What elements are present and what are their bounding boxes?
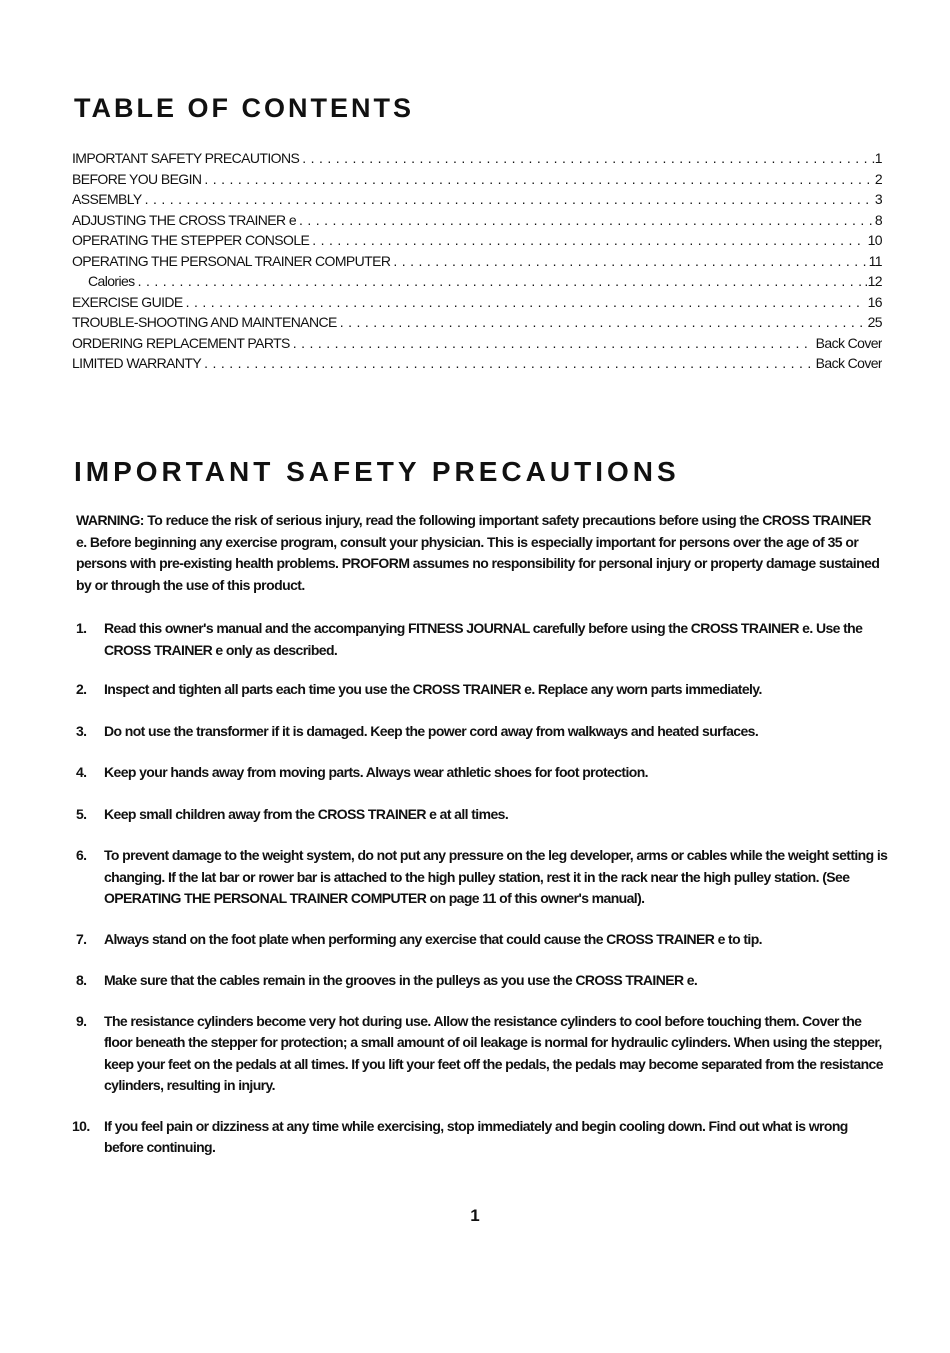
- list-item: [76, 929, 888, 951]
- toc-entry-page: 2: [874, 170, 882, 187]
- list-item-text: Keep small children away from the CROSS TRAINER e at all times.: [104, 805, 509, 822]
- list-item: [76, 804, 888, 826]
- list-item-number: 6.: [76, 847, 87, 863]
- toc-entry: [72, 314, 882, 335]
- toc-entry-label: EXERCISE GUIDE: [72, 293, 183, 310]
- toc-entry: [72, 335, 882, 356]
- toc-leader-dots: [340, 314, 865, 330]
- toc-leader-dots: [393, 253, 865, 269]
- toc-leader-dots: [299, 212, 872, 228]
- toc-entry: [72, 212, 882, 233]
- toc-leader-dots: [145, 191, 872, 207]
- toc-entry-label: OPERATING THE STEPPER CONSOLE: [72, 232, 310, 248]
- table-of-contents: [72, 150, 882, 376]
- toc-entry: [72, 253, 882, 274]
- list-item: [76, 618, 888, 661]
- toc-entry-label: OPERATING THE PERSONAL TRAINER COMPUTER: [72, 252, 391, 269]
- toc-leader-dots: [302, 150, 868, 166]
- toc-leader-dots: [312, 232, 864, 248]
- toc-entry-page: 10: [867, 232, 882, 248]
- list-item-number: 4.: [76, 764, 87, 780]
- toc-entry: [72, 294, 882, 315]
- list-item-number: 9.: [76, 1012, 87, 1029]
- toc-entry-page: Back Cover: [815, 355, 882, 371]
- page-number: 1: [470, 1206, 480, 1225]
- toc-entry-label: TROUBLE-SHOOTING AND MAINTENANCE: [72, 314, 337, 330]
- toc-entry: [72, 150, 882, 171]
- list-item: [76, 845, 888, 910]
- toc-entry: [72, 355, 882, 376]
- toc-entry-page: 16: [867, 293, 882, 310]
- list-item: [76, 970, 888, 992]
- list-item-text: Make sure that the cables remain in the grooves in the pulleys as you use the CROSS TRAINER e.: [104, 972, 698, 988]
- list-item-number: 7.: [76, 930, 87, 947]
- toc-leader-dots: [138, 273, 862, 289]
- list-item-number: 1.: [76, 620, 87, 636]
- toc-entry-label: IMPORTANT SAFETY PRECAUTIONS: [72, 150, 300, 166]
- list-item-text: Read this owner's manual and the accompanying FITNESS JOURNAL carefully before using the CROSS TRAINER e. Use the CROSS TRAINER e only as described.: [104, 620, 863, 658]
- toc-entry-label: LIMITED WARRANTY: [72, 355, 202, 371]
- list-item: [76, 679, 888, 701]
- toc-heading: TABLE OF CONTENTS: [74, 93, 414, 123]
- list-item-number: 5.: [76, 805, 87, 822]
- list-item: [76, 1011, 888, 1097]
- toc-leader-dots: [293, 335, 813, 351]
- toc-subentry: [72, 273, 882, 294]
- toc-entry: [72, 191, 882, 212]
- list-item-text: If you feel pain or dizziness at any time while exercising, stop immediately and begin cooling down. Find out what is wrong before continuing.: [104, 1117, 848, 1155]
- toc-leader-dots: [204, 355, 813, 371]
- list-item-text: Do not use the transformer if it is damaged. Keep the power cord away from walkways and heated surfaces.: [104, 722, 759, 739]
- list-item-text: The resistance cylinders become very hot during use. Allow the resistance cylinders to cool before touching them. Cover the floor beneath the stepper for protection; a small amount of oil leakage is normal for hydraulic cylinders. When using the stepper, keep your feet on the pedals at all times. If you lift your feet off the pedals, the pedals may become separated from the resistance cylinders, resulting in injury.: [104, 1012, 883, 1093]
- safety-heading: IMPORTANT SAFETY PRECAUTIONS: [74, 456, 680, 487]
- list-item-text: Inspect and tighten all parts each time you use the CROSS TRAINER e. Replace any worn parts immediately.: [104, 681, 762, 697]
- toc-entry-page: Back Cover: [815, 334, 882, 351]
- toc-entry-page: 8: [874, 211, 882, 228]
- list-item-number: 10.: [72, 1117, 90, 1134]
- toc-entry-label: ASSEMBLY: [72, 191, 142, 207]
- toc-entry: [72, 171, 882, 192]
- toc-entry-label: ORDERING REPLACEMENT PARTS: [72, 334, 290, 351]
- toc-entry-page: 11: [868, 252, 882, 269]
- toc-entry-page: 25: [867, 314, 882, 330]
- toc-entry-page: 3: [874, 191, 882, 207]
- list-item: [72, 1116, 888, 1159]
- list-item: [76, 721, 888, 743]
- warning-paragraph: WARNING: To reduce the risk of serious injury, read the following important safety precautions before using the CROSS TRAINER e. Before beginning any exercise program, consult your physician. This is especially important for persons over the age of 35 or persons with pre-existing health problems. PROFORM assumes no responsibility for personal injury or property damage sustained by or through the use of this product.: [76, 512, 880, 593]
- list-item-number: 2.: [76, 681, 87, 697]
- toc-entry-label: BEFORE YOU BEGIN: [72, 170, 202, 187]
- list-item: [76, 762, 888, 784]
- toc-entry-label: Calories: [88, 273, 135, 289]
- toc-leader-dots: [186, 294, 865, 310]
- list-item-text: To prevent damage to the weight system, do not put any pressure on the leg developer, arms or cables while the weight setting is changing. If the lat bar or rower bar is attached to the high pulley station, rest it in the rack near the high pulley station. (See OPERATING THE PERSONAL TRAINER COMPUTER on page 11 of this owner's manual).: [104, 847, 888, 906]
- list-item-text: Keep your hands away from moving parts. Always wear athletic shoes for foot protection.: [104, 764, 648, 780]
- toc-entry-page: .1: [871, 150, 882, 166]
- list-item-text: Always stand on the foot plate when performing any exercise that could cause the CROSS TRAINER e to tip.: [104, 930, 762, 947]
- list-item-number: 8.: [76, 972, 87, 988]
- toc-entry-page: .12: [864, 273, 882, 289]
- toc-entry: [72, 232, 882, 253]
- safety-precautions-list: [72, 618, 888, 1159]
- list-item-number: 3.: [76, 722, 87, 739]
- toc-entry-label: ADJUSTING THE CROSS TRAINER e: [72, 211, 297, 228]
- toc-leader-dots: [204, 171, 871, 187]
